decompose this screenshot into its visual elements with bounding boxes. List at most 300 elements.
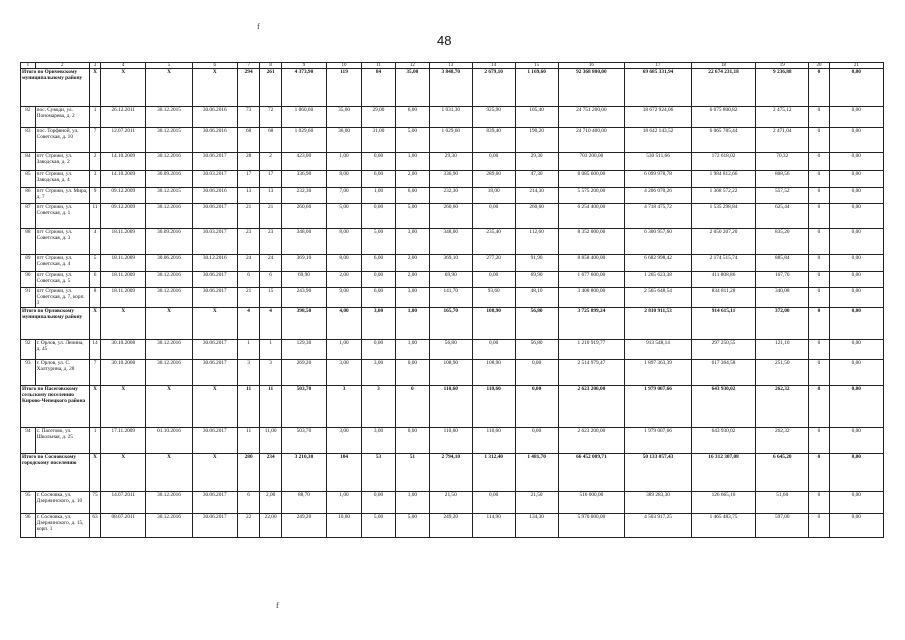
table-cell: 2,00 bbox=[395, 255, 429, 272]
row-number: 89 bbox=[21, 255, 36, 272]
address-cell: пгт Стрижи, ул. Советская, д. 4 bbox=[35, 255, 89, 272]
table-cell: 8,00 bbox=[327, 255, 362, 272]
table-cell: 557,52 bbox=[756, 188, 809, 204]
table-cell: 2,00 bbox=[395, 272, 429, 288]
table-row bbox=[21, 255, 884, 272]
table-cell: 0,00 bbox=[829, 128, 883, 153]
table-cell: 2,00 bbox=[395, 171, 429, 188]
table-cell: 30.06.2017 bbox=[192, 204, 237, 229]
table-cell: 348,00 bbox=[281, 229, 326, 255]
table-cell: 190,20 bbox=[515, 128, 558, 153]
table-cell: 11 bbox=[237, 386, 260, 428]
table-cell: 2 050 207,20 bbox=[691, 229, 755, 255]
table-cell: 6 bbox=[260, 272, 281, 288]
table-cell: 1,00 bbox=[395, 340, 429, 360]
table-cell: 1,00 bbox=[327, 340, 362, 360]
table-cell: 0 bbox=[809, 272, 829, 288]
table-cell: 1 060,60 bbox=[281, 107, 326, 128]
table-cell: 0,00 bbox=[829, 386, 883, 428]
table-cell: 3 bbox=[89, 171, 100, 188]
address-cell: пгт Стрижи, ул. Советская, д. 3 bbox=[35, 229, 89, 255]
table-cell: 913 548,14 bbox=[625, 340, 692, 360]
table-cell: 30.12.2016 bbox=[146, 153, 192, 171]
table-cell: 108,90 bbox=[472, 308, 515, 340]
table-cell: 30.12.2015 bbox=[146, 188, 192, 204]
table-cell: 22 bbox=[237, 514, 260, 538]
table-cell: 114,90 bbox=[472, 514, 515, 538]
table-cell: 0 bbox=[809, 128, 829, 153]
table-cell: 18.11.2009 bbox=[101, 229, 146, 255]
table-cell: 6 682 998,42 bbox=[625, 255, 692, 272]
table-cell: 0,00 bbox=[362, 272, 396, 288]
row-number: 83 bbox=[21, 128, 36, 153]
table-cell: 28 bbox=[237, 153, 260, 171]
table-cell: 21,50 bbox=[515, 492, 558, 514]
table-cell: 0,00 bbox=[395, 360, 429, 386]
table-cell: 35,00 bbox=[395, 69, 429, 107]
table-cell: 1 bbox=[260, 340, 281, 360]
table-cell: 5,00 bbox=[395, 128, 429, 153]
address-cell: пгт Стрижи, ул. Заводская, д. 4 bbox=[35, 171, 89, 188]
table-cell: 63 bbox=[89, 514, 100, 538]
table-cell: 15 bbox=[260, 288, 281, 308]
table-cell: 17.11.2009 bbox=[101, 428, 146, 454]
table-cell: 09.12.2009 bbox=[101, 188, 146, 204]
table-cell: 3 725 899,24 bbox=[558, 308, 625, 340]
table-cell: 35,00 bbox=[327, 107, 362, 128]
table-cell: 0,00 bbox=[472, 204, 515, 229]
table-cell: 5,00 bbox=[362, 514, 396, 538]
table-cell: 48,10 bbox=[515, 288, 558, 308]
table-cell: 0 bbox=[809, 69, 829, 107]
table-cell: 0 bbox=[809, 171, 829, 188]
row-number: 96 bbox=[21, 514, 36, 538]
table-cell: 703 200,00 bbox=[558, 153, 625, 171]
table-cell: 2 bbox=[89, 153, 100, 171]
table-cell: X bbox=[146, 308, 192, 340]
table-cell: 5,00 bbox=[327, 204, 362, 229]
table-cell: 249,20 bbox=[281, 514, 326, 538]
table-cell: 8,00 bbox=[327, 229, 362, 255]
table-cell: 1 210 919,77 bbox=[558, 340, 625, 360]
table-cell: 6,00 bbox=[362, 171, 396, 188]
table-cell: 30.12.2016 bbox=[146, 492, 192, 514]
table-cell: 643 930,02 bbox=[691, 386, 755, 428]
table-cell: 214,30 bbox=[515, 188, 558, 204]
page-number: 48 bbox=[437, 33, 452, 48]
table-cell: 9 bbox=[89, 188, 100, 204]
address-cell: пгт Стрижи, ул. Советская, д. 1 bbox=[35, 204, 89, 229]
table-row bbox=[21, 492, 884, 514]
table-cell: 369,10 bbox=[281, 255, 326, 272]
table-cell: 93,60 bbox=[472, 288, 515, 308]
column-number: 14 bbox=[472, 63, 515, 69]
column-number: 13 bbox=[429, 63, 472, 69]
table-cell: 165,70 bbox=[429, 308, 472, 340]
table-cell: 24 bbox=[260, 255, 281, 272]
table-cell: 3 bbox=[260, 360, 281, 386]
table-cell: 126 665,10 bbox=[691, 492, 755, 514]
table-cell: 0 bbox=[809, 107, 829, 128]
table-cell: 3,00 bbox=[362, 360, 396, 386]
table-cell: 0,00 bbox=[829, 340, 883, 360]
table-cell: 14.10.2009 bbox=[101, 153, 146, 171]
table-cell: 12.07.2011 bbox=[101, 128, 146, 153]
table-cell: 30.10.2008 bbox=[101, 360, 146, 386]
table-cell: 6,00 bbox=[362, 255, 396, 272]
table-cell: 17 bbox=[260, 171, 281, 188]
table-cell: 3,00 bbox=[395, 288, 429, 308]
table-cell: 21 bbox=[237, 204, 260, 229]
table-cell: 51 bbox=[395, 454, 429, 492]
table-cell: 51,60 bbox=[756, 492, 809, 514]
table-cell: 3,00 bbox=[327, 428, 362, 454]
table-cell: 30.06.2017 bbox=[192, 514, 237, 538]
table-cell: X bbox=[192, 386, 237, 428]
table-cell: 11 bbox=[237, 428, 260, 454]
column-number: 16 bbox=[558, 63, 625, 69]
table-cell: 14.07.2011 bbox=[101, 492, 146, 514]
row-number: 92 bbox=[21, 340, 36, 360]
address-cell: пос. Суводи, ул. Пономарева, д. 2 bbox=[35, 107, 89, 128]
table-cell: 112,60 bbox=[515, 229, 558, 255]
table-cell: X bbox=[101, 386, 146, 428]
column-number: 19 bbox=[756, 63, 809, 69]
table-cell: 643 930,02 bbox=[691, 428, 755, 454]
table-cell: 0,00 bbox=[829, 428, 883, 454]
table-cell: 10,00 bbox=[327, 514, 362, 538]
table-row bbox=[21, 340, 884, 360]
table-cell: 294 bbox=[237, 69, 260, 107]
table-cell: 5 970 000,00 bbox=[558, 514, 625, 538]
table-cell: 30.12.2016 bbox=[146, 360, 192, 386]
table-cell: 348,00 bbox=[429, 229, 472, 255]
table-cell: 808,56 bbox=[756, 171, 809, 188]
table-cell: 4 373,90 bbox=[281, 69, 326, 107]
table-cell: 24 bbox=[237, 255, 260, 272]
table-cell: 11 bbox=[89, 204, 100, 229]
table-cell: 234 bbox=[260, 454, 281, 492]
column-number: 9 bbox=[281, 63, 326, 69]
table-cell: 5,00 bbox=[395, 204, 429, 229]
table-cell: 235,40 bbox=[472, 229, 515, 255]
address-cell: пос. Торфяной, ул. Советская, д. 10 bbox=[35, 128, 89, 153]
table-row bbox=[21, 107, 884, 128]
table-cell: X bbox=[101, 308, 146, 340]
table-row bbox=[21, 171, 884, 188]
table-cell: 2 679,10 bbox=[472, 69, 515, 107]
table-cell: 56,80 bbox=[515, 308, 558, 340]
row-number: 88 bbox=[21, 229, 36, 255]
table-cell: 243,90 bbox=[281, 288, 326, 308]
table-cell: 0,00 bbox=[829, 69, 883, 107]
table-cell: 262,32 bbox=[756, 386, 809, 428]
table-row bbox=[21, 153, 884, 171]
table-cell: 121,10 bbox=[756, 340, 809, 360]
table-cell: 5 bbox=[89, 255, 100, 272]
row-number: 95 bbox=[21, 492, 36, 514]
table-cell: 14.10.2009 bbox=[101, 171, 146, 188]
table-cell: 30.06.2016 bbox=[192, 107, 237, 128]
table-cell: 6,00 bbox=[395, 107, 429, 128]
table-cell: 0,00 bbox=[829, 272, 883, 288]
table-cell: 1 bbox=[237, 340, 260, 360]
table-cell: 530 511,66 bbox=[625, 153, 692, 171]
table-cell: 9,00 bbox=[327, 288, 362, 308]
table-cell: 30.12.2015 bbox=[146, 128, 192, 153]
table-cell: 6 065 785,44 bbox=[691, 128, 755, 153]
table-row bbox=[21, 204, 884, 229]
column-number: 4 bbox=[101, 63, 146, 69]
column-number: 10 bbox=[327, 63, 362, 69]
table-cell: 1,00 bbox=[395, 492, 429, 514]
table-cell: X bbox=[89, 308, 100, 340]
table-cell: 30.06.2016 bbox=[146, 255, 192, 272]
table-cell: 3 400 800,00 bbox=[558, 288, 625, 308]
table-cell: 1 169,60 bbox=[515, 69, 558, 107]
table-cell: 260,60 bbox=[281, 204, 326, 229]
table-cell: 0,00 bbox=[829, 188, 883, 204]
row-number: 85 bbox=[21, 171, 36, 188]
column-number: 7 bbox=[237, 63, 260, 69]
table-cell: X bbox=[89, 69, 100, 107]
table-cell: 597,00 bbox=[756, 514, 809, 538]
table-cell: 340,08 bbox=[756, 288, 809, 308]
table-cell: 22,00 bbox=[260, 514, 281, 538]
table-cell: 1 031,30 bbox=[429, 107, 472, 128]
address-cell: г. Орлов, ул. Ленина, д. 45 bbox=[35, 340, 89, 360]
table-cell: 108,90 bbox=[429, 360, 472, 386]
table-cell: 66 452 009,71 bbox=[558, 454, 625, 492]
table-cell: 251,50 bbox=[756, 360, 809, 386]
table-cell: 119 bbox=[327, 69, 362, 107]
table-cell: 30.06.2017 bbox=[192, 340, 237, 360]
row-number: 90 bbox=[21, 272, 36, 288]
table-cell: 21 bbox=[237, 288, 260, 308]
table-cell: 53 bbox=[362, 454, 396, 492]
table-cell: 411 808,86 bbox=[691, 272, 755, 288]
table-cell: 22 674 231,18 bbox=[691, 69, 755, 107]
table-cell: 172 618,02 bbox=[691, 153, 755, 171]
table-cell: 516 000,00 bbox=[558, 492, 625, 514]
table-cell: 261 bbox=[260, 69, 281, 107]
table-cell: 134,30 bbox=[515, 514, 558, 538]
table-cell: 3 848,70 bbox=[429, 69, 472, 107]
table-cell: 1,00 bbox=[395, 153, 429, 171]
table-cell: 30.06.2016 bbox=[192, 128, 237, 153]
table-cell: 0 bbox=[809, 386, 829, 428]
table-cell: 1 029,60 bbox=[281, 128, 326, 153]
table-cell: 0,00 bbox=[829, 171, 883, 188]
subtotal-row bbox=[21, 454, 884, 492]
table-cell: 617 364,58 bbox=[691, 360, 755, 386]
table-cell: 834 811,28 bbox=[691, 288, 755, 308]
table-cell: 0 bbox=[809, 255, 829, 272]
row-number: 94 bbox=[21, 428, 36, 454]
table-cell: 56,80 bbox=[429, 340, 472, 360]
table-cell: 1 535 298,84 bbox=[691, 204, 755, 229]
row-number: 87 bbox=[21, 204, 36, 229]
table-cell: 1 bbox=[89, 428, 100, 454]
table-cell: 0 bbox=[809, 229, 829, 255]
table-cell: 925,90 bbox=[472, 107, 515, 128]
table-cell: 30.03.2017 bbox=[192, 229, 237, 255]
table-cell: 280 bbox=[237, 454, 260, 492]
table-cell: X bbox=[146, 69, 192, 107]
table-cell: 6 300 957,60 bbox=[625, 229, 692, 255]
table-cell: 0 bbox=[809, 492, 829, 514]
table-cell: 21 bbox=[260, 204, 281, 229]
row-number: 84 bbox=[21, 153, 36, 171]
table-cell: 3,00 bbox=[395, 229, 429, 255]
table-cell: 8 352 000,00 bbox=[558, 229, 625, 255]
table-cell: 69,90 bbox=[429, 272, 472, 288]
table-cell: 2 623 200,00 bbox=[558, 386, 625, 428]
table-cell: 2 bbox=[260, 153, 281, 171]
table-row bbox=[21, 428, 884, 454]
table-cell: 835,20 bbox=[756, 229, 809, 255]
table-cell: 0,00 bbox=[395, 428, 429, 454]
table-cell: 0,00 bbox=[472, 272, 515, 288]
table-cell: 0 bbox=[809, 188, 829, 204]
table-cell: 6 bbox=[89, 272, 100, 288]
table-cell: 3 bbox=[327, 386, 362, 428]
table-cell: 73 bbox=[237, 107, 260, 128]
table-cell: 5,00 bbox=[362, 229, 396, 255]
table-cell: 0 bbox=[809, 204, 829, 229]
table-cell: 08.07.2011 bbox=[101, 514, 146, 538]
table-cell: 30.09.2016 bbox=[146, 229, 192, 255]
table-cell: 0,00 bbox=[362, 204, 396, 229]
table-cell: 0 bbox=[809, 288, 829, 308]
table-cell: 18.11.2009 bbox=[101, 288, 146, 308]
table-cell: 18 642 143,52 bbox=[625, 128, 692, 153]
table-cell: 8 085 600,00 bbox=[558, 171, 625, 188]
table-cell: 75 bbox=[89, 492, 100, 514]
column-number: 18 bbox=[691, 63, 755, 69]
column-number: 21 bbox=[829, 63, 883, 69]
table-cell: 18 672 924,06 bbox=[625, 107, 692, 128]
address-cell: г. Сосновка, ул. Дзержинского, д. 10 bbox=[35, 492, 89, 514]
table-cell: 0 bbox=[395, 386, 429, 428]
table-cell: 70,32 bbox=[756, 153, 809, 171]
scan-mark: f bbox=[276, 601, 279, 610]
table-cell: 249,20 bbox=[429, 514, 472, 538]
table-cell: 1,00 bbox=[327, 153, 362, 171]
table-cell: 167,76 bbox=[756, 272, 809, 288]
table-cell: 29,30 bbox=[515, 153, 558, 171]
table-cell: 336,90 bbox=[281, 171, 326, 188]
table-cell: 47,30 bbox=[515, 171, 558, 188]
table-cell: 69,90 bbox=[281, 272, 326, 288]
table-cell: 1 481,70 bbox=[515, 454, 558, 492]
table-cell: 232,30 bbox=[281, 188, 326, 204]
table-cell: 1 265 623,38 bbox=[625, 272, 692, 288]
table-cell: 3,00 bbox=[327, 360, 362, 386]
table-cell: 11,00 bbox=[260, 428, 281, 454]
column-number: 8 bbox=[260, 63, 281, 69]
subtotal-row bbox=[21, 386, 884, 428]
table-cell: 0,00 bbox=[515, 360, 558, 386]
table-cell: 262,32 bbox=[756, 428, 809, 454]
table-cell: 105,40 bbox=[515, 107, 558, 128]
table-cell: X bbox=[89, 454, 100, 492]
table-cell: 30.12.2015 bbox=[146, 107, 192, 128]
table-cell: 13 bbox=[260, 188, 281, 204]
table-row bbox=[21, 514, 884, 538]
table-cell: 0 bbox=[809, 360, 829, 386]
table-cell: 625,44 bbox=[756, 204, 809, 229]
table-cell: 110,60 bbox=[429, 428, 472, 454]
column-number: 3 bbox=[89, 63, 100, 69]
address-cell: г. Орлов, ул. С. Халтурина, д. 28 bbox=[35, 360, 89, 386]
table-cell: 0,00 bbox=[362, 340, 396, 360]
table-cell: 4 bbox=[89, 229, 100, 255]
table-cell: 0,00 bbox=[472, 153, 515, 171]
table-cell: 0,00 bbox=[829, 492, 883, 514]
table-cell: 0,00 bbox=[829, 255, 883, 272]
table-cell: 269,20 bbox=[281, 360, 326, 386]
table-cell: 369,10 bbox=[429, 255, 472, 272]
table-cell: 69 685 331,94 bbox=[625, 69, 692, 107]
table-row bbox=[21, 360, 884, 386]
table-cell: 30.12.2016 bbox=[192, 255, 237, 272]
table-cell: 84 bbox=[362, 69, 396, 107]
scan-mark: f bbox=[257, 22, 260, 31]
table-cell: 297 250,55 bbox=[691, 340, 755, 360]
table-cell: 108,90 bbox=[472, 360, 515, 386]
table-cell: X bbox=[192, 69, 237, 107]
table-cell: 11 bbox=[260, 386, 281, 428]
address-cell: с. Пасегово, ул. Школьная, д. 25 bbox=[35, 428, 89, 454]
table-row bbox=[21, 229, 884, 255]
table-cell: X bbox=[146, 386, 192, 428]
table-cell: 30.06.2017 bbox=[192, 272, 237, 288]
table-cell: 0,00 bbox=[829, 107, 883, 128]
table-cell: X bbox=[101, 454, 146, 492]
table-cell: X bbox=[192, 454, 237, 492]
table-cell: 0,00 bbox=[515, 386, 558, 428]
table-row bbox=[21, 272, 884, 288]
table-cell: 0,00 bbox=[829, 153, 883, 171]
table-cell: 1 677 600,00 bbox=[558, 272, 625, 288]
table-cell: X bbox=[146, 454, 192, 492]
table-cell: 30.12.2016 bbox=[146, 204, 192, 229]
table-cell: 30.06.2017 bbox=[192, 428, 237, 454]
table-cell: 30.06.2017 bbox=[192, 153, 237, 171]
table-cell: 110,60 bbox=[429, 386, 472, 428]
table-cell: 885,84 bbox=[756, 255, 809, 272]
table-cell: 277,20 bbox=[472, 255, 515, 272]
address-cell: пгт Стрижи, ул. Советская, д. 7, корп. 3 bbox=[35, 288, 89, 308]
table-cell: 18.11.2009 bbox=[101, 272, 146, 288]
table-cell: 0,00 bbox=[515, 428, 558, 454]
table-cell: 398,50 bbox=[281, 308, 326, 340]
subtotal-label: Итого по Пасеговскому сельскому поселению Кирово-Чепецкого района bbox=[21, 386, 90, 428]
table-cell: 31,00 bbox=[362, 128, 396, 153]
row-number: 91 bbox=[21, 288, 36, 308]
table-cell: 01.10.2016 bbox=[146, 428, 192, 454]
table-cell: 0 bbox=[809, 454, 829, 492]
table-cell: 2,00 bbox=[327, 272, 362, 288]
table-cell: 2 565 648,54 bbox=[625, 288, 692, 308]
table-cell: 4 503 917,25 bbox=[625, 514, 692, 538]
table-cell: 23 bbox=[237, 229, 260, 255]
table-cell: 1 312,40 bbox=[472, 454, 515, 492]
table-cell: 6 645,20 bbox=[756, 454, 809, 492]
table-cell: 92 368 800,00 bbox=[558, 69, 625, 107]
table-cell: 0 bbox=[809, 514, 829, 538]
